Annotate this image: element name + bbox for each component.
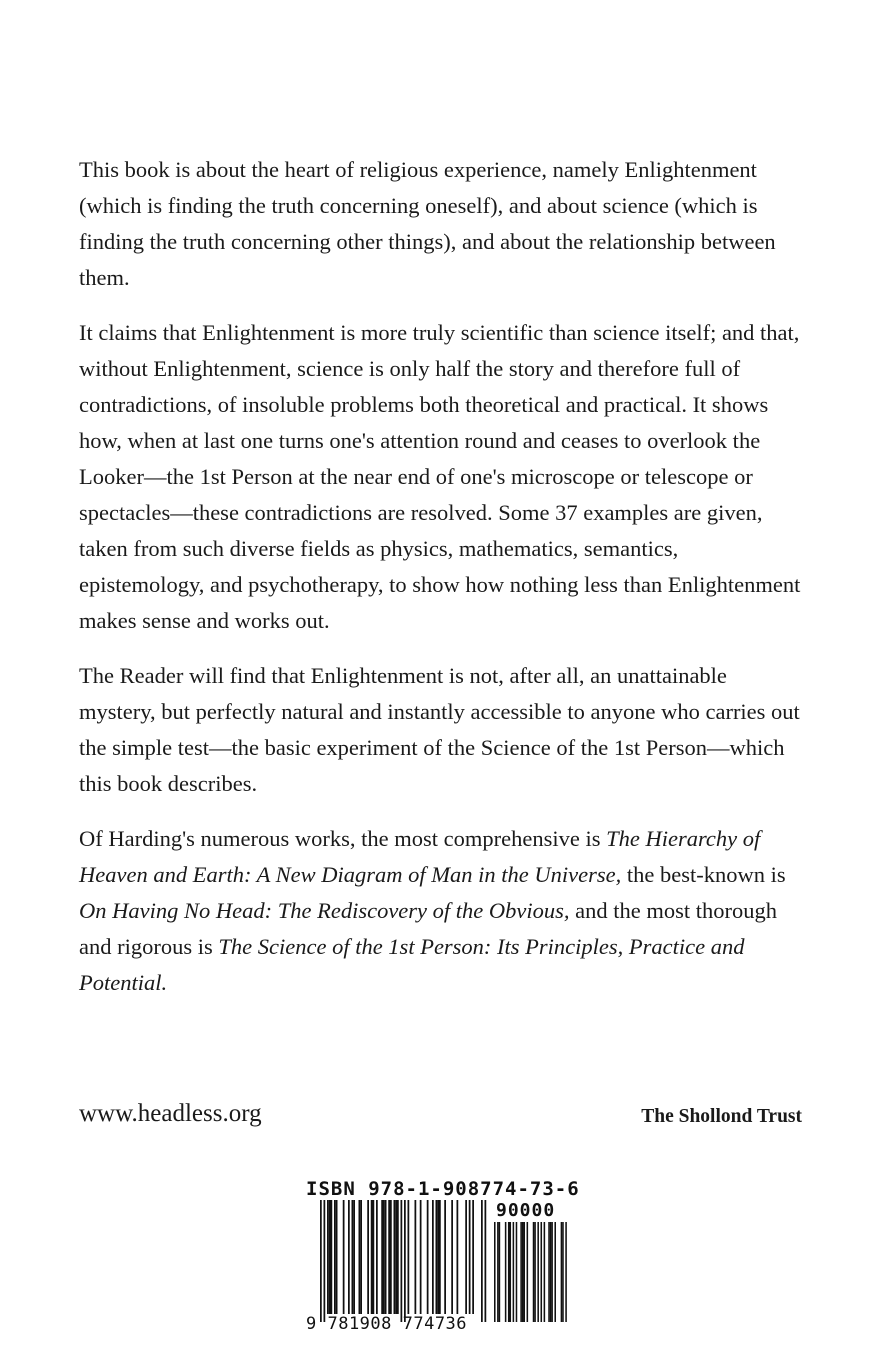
works-connector-1: the best-known is [621,862,786,887]
addon-bar [554,1222,556,1322]
barcode-bar [437,1200,439,1314]
blurb-paragraph-1: This book is about the heart of religious experience, namely Enlightenment (which is finding the truth concerning oneself), and about science (which is finding the truth concerning other things), and about the relationship between them. [79,157,776,290]
barcode-bar [401,1200,403,1322]
addon-bar [522,1222,524,1322]
addon-bar [516,1222,518,1322]
barcode-bar [439,1200,441,1314]
blurb-paragraph-4 [79,821,807,1001]
isbn-barcode [306,1178,580,1338]
barcode-bar [327,1200,329,1314]
barcode-bar [385,1200,387,1314]
addon-bar [508,1222,510,1322]
addon-bar [520,1222,522,1322]
barcode-bar [381,1200,383,1314]
barcode-bar [360,1200,362,1314]
barcode-bar [432,1200,434,1314]
addon-bar [494,1222,496,1322]
isbn-label: ISBN 978-1-908774-73-6 [306,1178,580,1200]
works-intro-text: Of Harding's numerous works, the most comprehensive is [79,826,607,851]
barcode-bar [388,1200,390,1314]
addon-bar [497,1222,499,1322]
barcode-bar [320,1200,322,1322]
barcode-bar [485,1200,487,1322]
barcode-bar [457,1200,459,1314]
addon-bar [499,1222,501,1322]
barcode-bar [373,1200,375,1314]
barcode-bar [465,1200,467,1314]
barcode-bar [420,1200,422,1314]
blurb-paragraph-3: The Reader will find that Enlightenment is not, after all, an unattainable mystery, but perfectly natural and instantly accessible to anyone who carries out the simple test—the basic experiment of the Science of the 1st Person—which this book describes. [79,663,800,796]
barcode-bar [336,1200,338,1314]
publisher-name: The Shollond Trust [641,1106,802,1127]
barcode-bar [397,1200,399,1314]
title-on-having-no-head: On Having No Head: The Rediscovery of the Obvious, [79,898,570,923]
barcode-bar [334,1200,336,1314]
ean-digits: 9 781908 774736 [306,1314,468,1334]
title-science-of-1st-person: The Science of the 1st Person: Its Principles, Practice and Potential. [79,934,745,995]
barcode-bar [469,1200,471,1314]
blurb-text [79,152,807,1020]
price-code: 90000 [496,1200,556,1221]
barcode-bar [404,1200,406,1322]
barcode-bar [353,1200,355,1314]
barcode-bar [427,1200,429,1314]
addon-bar [537,1222,539,1322]
barcode-bar [376,1200,378,1314]
addon-bar [523,1222,525,1322]
addon-bar [541,1222,543,1322]
barcode-bar [348,1200,350,1314]
barcode-bar [481,1200,483,1322]
website-url: www.headless.org [79,1100,262,1127]
barcode-bar [329,1200,331,1314]
barcode-bar [367,1200,369,1314]
addon-bar [561,1222,563,1322]
barcode-bar [395,1200,397,1314]
addon-bar [548,1222,550,1322]
barcode-bar [331,1200,333,1314]
title-hierarchy-of-heaven: The Hierarchy of Heaven and Earth: A New Diagram of Man in the Universe, [79,826,761,887]
barcode-bar [451,1200,453,1314]
addon-bar [544,1222,546,1322]
blurb-paragraph-2: It claims that Enlightenment is more truly scientific than science itself; and that, without Enlightenment, science is only half the story and therefore full of contradictions, of insoluble problems both theoretical and practical. It shows how, when at last one turns one's attention round and ceases to overlook the Looker—the 1st Person at the near end of one's microscope or telescope or spectacles—these contradictions are resolved. Some 37 examples are given, taken from such diverse fields as physics, mathematics, semantics, epistemology, and psychotherapy, to show how nothing less than Enlightenment makes sense and works out. [79,320,801,633]
addon-bar [565,1222,567,1322]
barcode-bar [394,1200,396,1314]
barcode-bar [359,1200,361,1314]
addon-bar [505,1222,507,1322]
barcode-bar [371,1200,373,1314]
barcode-bar [444,1200,446,1314]
addon-bar [527,1222,529,1322]
addon-bar [510,1222,512,1322]
barcode-bar [436,1200,438,1314]
barcode-bar [352,1200,354,1314]
barcode-bar [324,1200,326,1322]
barcode-bar [343,1200,345,1314]
addon-bar [534,1222,536,1322]
barcode-bar [408,1200,410,1314]
barcode-bar [383,1200,385,1314]
barcode-bar [415,1200,417,1314]
addon-bar [513,1222,515,1322]
barcode-bar [472,1200,474,1314]
addon-bar [551,1222,553,1322]
addon-bar [562,1222,564,1322]
barcode-bar [390,1200,392,1314]
addon-bar [533,1222,535,1322]
works-connector-2: and the most thorough and rigorous is [79,898,778,959]
addon-bar [550,1222,552,1322]
